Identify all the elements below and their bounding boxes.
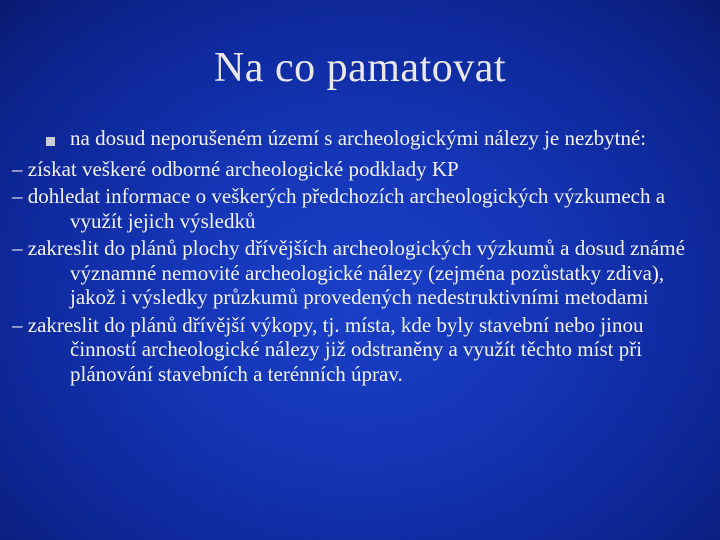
slide-title: Na co pamatovat: [213, 45, 507, 91]
list-item-plochy-vyzkumu: – zakreslit do plánů plochy dřívějších archeologických výzkumů a dosud známé významné nemovité archeologické nálezy (zejména pozůstatky zdiva), jakož i výsledky průzkumů provedených nedestruktivními metodami: [12, 236, 685, 309]
slide-body: [12, 126, 686, 389]
bullet-item: [46, 126, 686, 151]
square-bullet-icon: [46, 137, 55, 146]
list-item-podklady: – získat veškeré odborné archeologické podklady KP: [12, 156, 459, 181]
list-item-predchozi-vyzkumy: – dohledat informace o veškerých předchozích archeologických výzkumech a využít jejich výsledků: [12, 184, 666, 233]
bullet-text: na dosud neporušeném území s archeologickými nálezy je nezbytné:: [70, 126, 647, 150]
list-item-drivejsi-vykopy: – zakreslit do plánů dřívější výkopy, tj. místa, kde byly stavební nebo jinou činností archeologické nálezy již odstraněny a využít těchto míst při plánování stavebních a terénních úprav.: [12, 312, 644, 386]
